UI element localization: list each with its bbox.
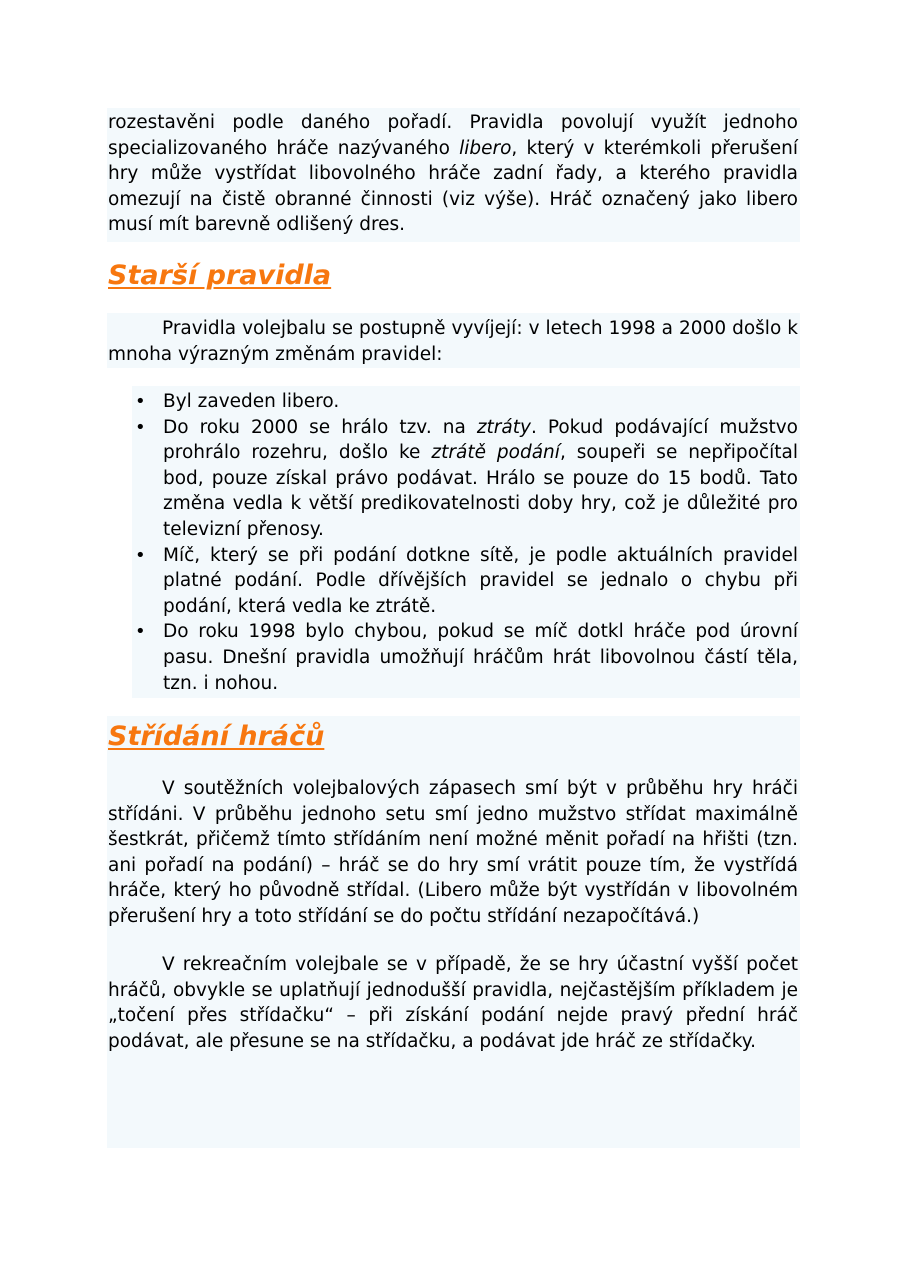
- list-item-text: Byl zaveden libero.: [163, 391, 340, 412]
- heading-old-rules: Starší pravidla: [108, 260, 332, 291]
- heading-substitution: Střídání hráčů: [108, 721, 325, 752]
- old-rules-intro: Pravidla volejbalu se postupně vyvíjejí: v letech 1998 a 2000 došlo k mnoha výrazným změnám pravidel:: [108, 318, 798, 365]
- bullet-icon: •: [135, 391, 146, 412]
- list-item-text: Do roku 1998 bylo chybou, pokud se míč dotkl hráče pod úrovní pasu. Dnešní pravidla umožňují hráčům hrát libovolnou částí těla, tzn. i nohou.: [163, 621, 798, 694]
- intro-text-libero: libero: [459, 137, 512, 159]
- list-item-text: , soupeři se nepřipočítal bod, pouze získal právo podávat. Hrálo se pouze do 15 bodů. Tato změna vedla k větší predikovatelnosti doby hry, což je důležité pro televizní přenosy.: [163, 442, 798, 540]
- list-item-emphasis: ztráty: [476, 416, 531, 438]
- list-item: [132, 389, 798, 415]
- intro-text-end: , který v kterémkoli přerušení hry může vystřídat libovolného hráče zadní řady, a kterého pravidla omezují na čistě obranné činnosti (viz výše). Hráč označený jako libero musí mít barevně odlišený dres.: [108, 137, 798, 236]
- list-item: [132, 543, 798, 620]
- substitution-paragraph-2: V rekreačním volejbale se v případě, že se hry účastní vyšší počet hráčů, obvykle se uplatňují jednodušší pravidla, nejčastějším příkladem je „točení přes střídačku“ – při získání podání nejde pravý přední hráč podávat, ale přesune se na střídačku, a podávat jde hráč ze střídačky.: [108, 954, 798, 1052]
- intro-text-start: rozestavěni podle daného pořadí. Pravidla povolují využít jednoho specializovaného hráče nazývaného: [108, 112, 798, 159]
- substitution-paragraph-1: V soutěžních volejbalových zápasech smí být v průběhu hry hráči střídáni. V průběhu jednoho setu smí jedno mužstvo střídat maximálně šestkrát, přičemž tímto střídáním není možné měnit pořadí na hřišti (tzn. ani pořadí na podání) – hráč se do hry smí vrátit pouze tím, že vystřídá hráče, který ho původně střídal. (Libero může být vystřídán v libovolném přerušení hry a toto střídání se do počtu střídání nezapočítává.): [108, 778, 798, 927]
- intro-paragraph: [108, 110, 798, 238]
- list-item-text: . Pokud podávající mužstvo prohrálo rozehru, došlo ke: [163, 416, 798, 464]
- list-item: [132, 415, 798, 543]
- list-item-text: Míč, který se při podání dotkne sítě, je podle aktuálních pravidel platné podání. Podle dřívějších pravidel se jednalo o chybu při podání, která vedla ke ztrátě.: [163, 544, 798, 617]
- list-item: [132, 619, 798, 696]
- bullet-icon: •: [135, 544, 146, 566]
- list-item-emphasis: ztrátě podání: [431, 442, 560, 464]
- list-item-text: Do roku 2000 se hrálo tzv. na: [163, 416, 477, 438]
- old-rules-list: [132, 389, 798, 696]
- bullet-icon: •: [135, 621, 146, 643]
- bullet-icon: •: [135, 416, 146, 438]
